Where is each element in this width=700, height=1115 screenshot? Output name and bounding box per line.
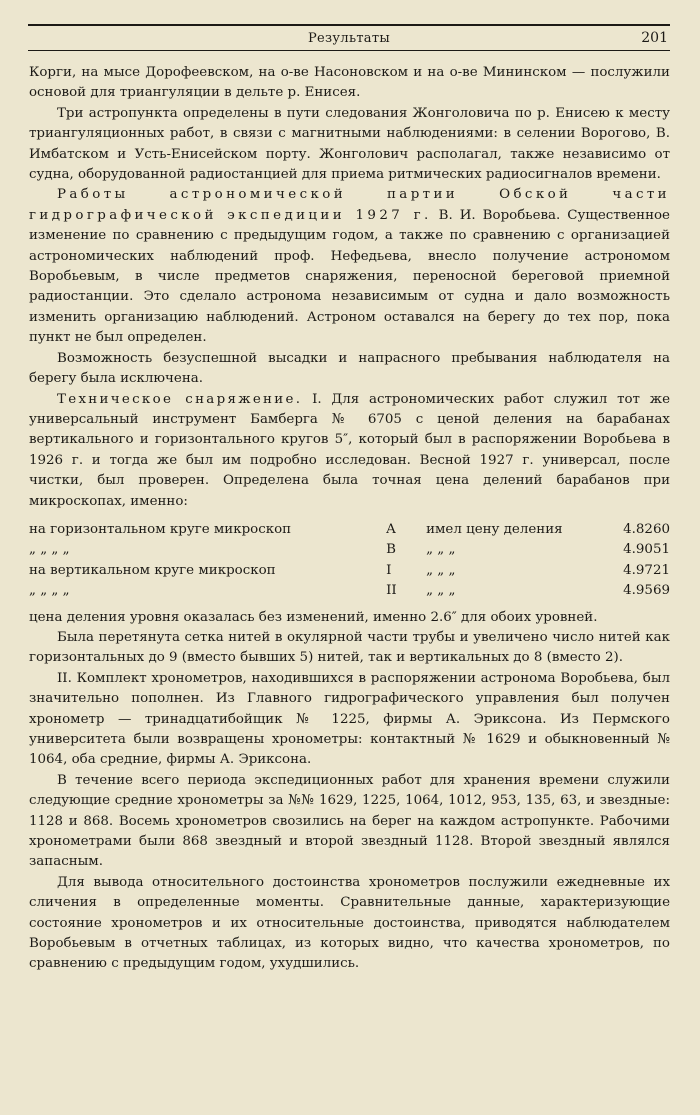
row-label: на вертикальном круге микроскоп xyxy=(29,562,276,578)
paragraph: Корги, на мысе Дорофеевском, на о-ве Насоновском и на о-ве Мининском — послужили основой для триангуляции в дельте р. Енисея. xyxy=(29,65,670,101)
row-text: „ „ „ xyxy=(426,583,456,599)
microscope: B xyxy=(386,542,396,558)
paragraph-text: В. И. Воробьева. Существенное изменение по сравнению с предыдущим годом, а также по сравнению с организацией астрономических наблюдений проф. Нефедьева, внесло получение астрономом Воробьевым, в числе предметов снаряжения, переносной береговой приемной радиостанции. Это сделало астронома независимым от судна и дало возможность изменить организацию наблюдений. Астроном оставался на берегу до тех пор, пока пункт не был определен. xyxy=(29,207,670,346)
paragraph: Была перетянута сетка нитей в окулярной части трубы и увеличено число нитей как горизонтальных до 9 (вместо бывших 5) нитей, так и вертикальных до 8 (вместо 2). xyxy=(29,629,670,666)
running-header xyxy=(28,24,670,51)
division-value: 4.9721 xyxy=(623,562,670,578)
table-row xyxy=(29,581,670,601)
microscope: II xyxy=(386,583,397,599)
section-heading: Техническое снаряжение. xyxy=(57,391,303,407)
paragraph-text: I. Для астрономических работ служил тот же универсальный инструмент Бамберга № 6705 с ценой деления на барабанах вертикального и горизонтального кругов 5″, который был в распоряжении Воробьева в 1926 г. и тогда же был им подробно исследован. Весной 1927 г. универсал, после чистки, был проверен. Определена была точная цена делений барабанов при микроскопах, именно: xyxy=(29,391,670,509)
row-text: имел цену деления xyxy=(426,521,563,537)
section-heading: Работы астрономической партии Обской части гидрографической экспедиции 1927 г. xyxy=(29,187,670,223)
division-value: 4.9569 xyxy=(623,583,670,599)
table-row xyxy=(29,540,670,560)
row-label: „ „ „ „ xyxy=(29,542,70,558)
paragraph xyxy=(29,185,670,348)
row-label: на горизонтальном круге микроскоп xyxy=(29,521,292,537)
paragraph: Для вывода относительного достоинства хронометров послужили ежедневные их сличения в определенные моменты. Сравнительные данные, характеризующие состояние хронометров и их относительные достоинства, приводятся наблюдателем Воробьевым в отчетных таблицах, из которых видно, что качества хронометров, по сравнению с предыдущим годом, ухудшились. xyxy=(29,874,670,972)
body-text xyxy=(29,63,670,975)
paragraph: II. Комплект хронометров, находившихся в распоряжении астронома Воробьева, был значительно пополнен. Из Главного гидрографического управления был получен хронометр — тринадцатибойщик № 1225, фирмы А. Эриксона. Из Пермского университета были возвращены хронометры: контактный № 1629 и обыкновенный № 1064, оба средние, фирмы А. Эриксона. xyxy=(29,670,670,768)
microscope: A xyxy=(386,521,396,537)
division-value: 4.8260 xyxy=(623,521,670,537)
paragraph: Три астропункта определены в пути следования Жонголовича по р. Енисею к месту триангуляционных работ, в связи с магнитными наблюдениями: в селении Ворогово, В. Имбатском и Усть-Енисейском порту. Жонголович располагал, также независимо от судна, оборудованной радиостанцией для приема ритмических радиосигналов времени. xyxy=(29,105,670,183)
row-text: „ „ „ xyxy=(426,542,456,558)
table-row xyxy=(29,561,670,581)
paragraph: В течение всего периода экспедиционных работ для хранения времени служили следующие средние хронометры за №№ 1629, 1225, 1064, 1012, 953, 135, 63, и звездные: 1128 и 868. Восемь хронометров свозились на берег на каждом астропункте. Рабочими хронометрами были 868 звездный и второй звездный 1128. Второй звездный являлся запасным. xyxy=(29,772,670,870)
paragraph xyxy=(29,390,670,512)
paragraph: Возможность безуспешной высадки и напрасного пребывания наблюдателя на берегу была исключена. xyxy=(29,350,670,387)
row-label: „ „ „ „ xyxy=(29,583,70,599)
page-number: 201 xyxy=(641,30,668,46)
paragraph: цена деления уровня оказалась без изменений, именно 2.6″ для обоих уровней. xyxy=(29,609,598,625)
microscope: I xyxy=(386,562,392,578)
row-text: „ „ „ xyxy=(426,562,456,578)
division-value: 4.9051 xyxy=(623,542,670,558)
header-title: Результаты xyxy=(308,31,390,46)
division-table xyxy=(29,520,670,602)
table-row xyxy=(29,520,670,540)
